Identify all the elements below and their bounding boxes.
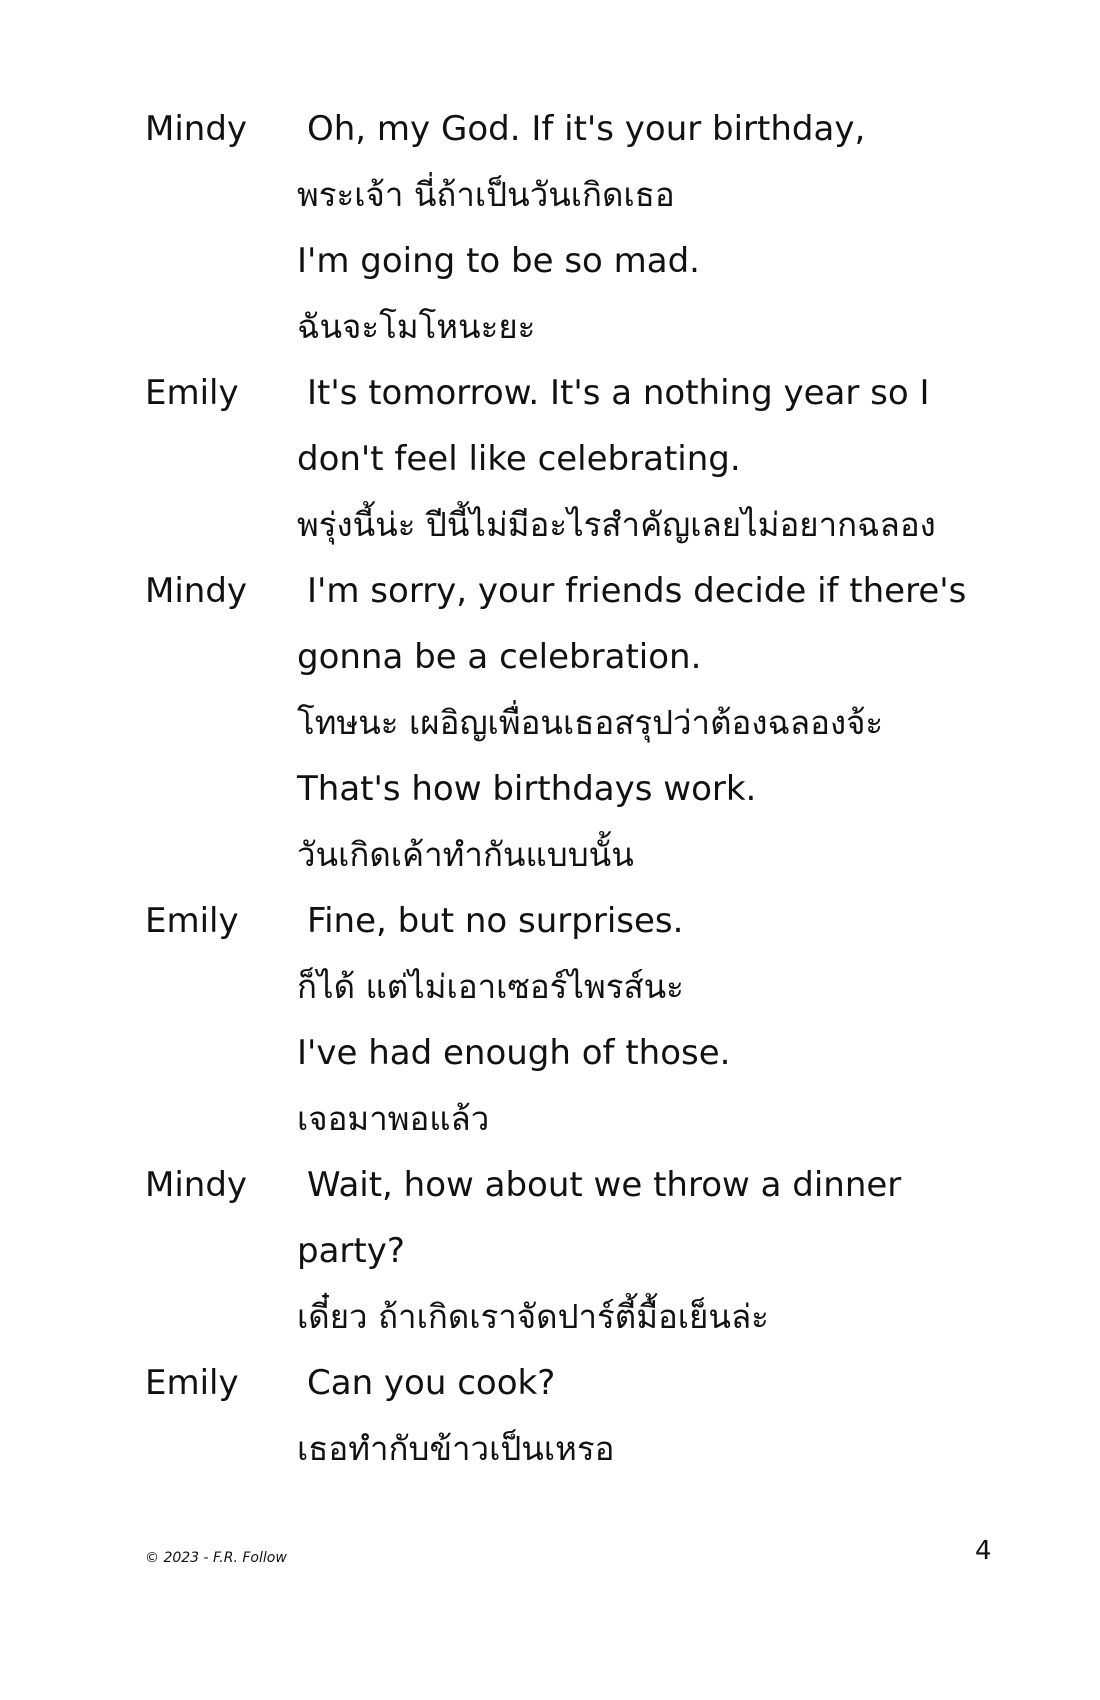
dialogue-turn (145, 360, 1025, 558)
dialogue-line-thai: ฉันจะโมโหนะยะ (297, 307, 536, 346)
page-number: 4 (975, 1536, 992, 1566)
dialogue-lines (297, 1152, 1025, 1350)
dialogue-line-english: That's how birthdays work. (297, 769, 757, 809)
speaker-name: Emily (145, 1363, 239, 1403)
speaker-name: Mindy (145, 571, 248, 611)
speaker-name: Emily (145, 373, 239, 413)
dialogue-line-english: don't feel like celebrating. (297, 439, 741, 479)
dialogue-turn (145, 1152, 1025, 1350)
speaker-name: Mindy (145, 109, 248, 149)
dialogue-line-thai: โทษนะ เผอิญเพื่อนเธอสรุปว่าต้องฉลองจ้ะ (297, 703, 884, 742)
dialogue-line-thai: เจอมาพอแล้ว (297, 1099, 490, 1138)
dialogue-line-english: Can you cook? (307, 1363, 556, 1403)
copyright-notice: © 2023 - F.R. Follow (145, 1550, 287, 1566)
dialogue-line-thai: พระเจ้า นี่ถ้าเป็นวันเกิดเธอ (297, 175, 675, 214)
speaker-name: Emily (145, 901, 239, 941)
dialogue-turn (145, 96, 1025, 360)
dialogue-line-thai: เดี๋ยว ถ้าเกิดเราจัดปาร์ตี้มื้อเย็นล่ะ (297, 1297, 769, 1336)
dialogue-lines (297, 96, 1025, 360)
dialogue-block (145, 96, 1025, 1482)
dialogue-lines (297, 558, 1025, 888)
dialogue-turn (145, 888, 1025, 1152)
dialogue-lines (297, 360, 1025, 558)
dialogue-line-thai: วันเกิดเค้าทำกันแบบนั้น (297, 835, 634, 874)
dialogue-line-english: gonna be a celebration. (297, 637, 702, 677)
dialogue-line-thai: ก็ได้ แต่ไม่เอาเซอร์ไพรส์นะ (297, 967, 684, 1006)
dialogue-line-english: I've had enough of those. (297, 1033, 731, 1073)
dialogue-line-english: It's tomorrow. It's a nothing year so I (307, 373, 930, 413)
dialogue-turn (145, 1350, 1025, 1482)
dialogue-line-english: I'm going to be so mad. (297, 241, 700, 281)
dialogue-lines (297, 1350, 1025, 1482)
dialogue-line-thai: พรุ่งนี้น่ะ ปีนี้ไม่มีอะไรสำคัญเลยไม่อยากฉลอง (297, 505, 936, 544)
dialogue-lines (297, 888, 1025, 1152)
dialogue-line-english: Wait, how about we throw a dinner (307, 1165, 902, 1205)
speaker-name: Mindy (145, 1165, 248, 1205)
dialogue-line-thai: เธอทำกับข้าวเป็นเหรอ (297, 1429, 615, 1468)
dialogue-line-english: I'm sorry, your friends decide if there's (307, 571, 967, 611)
dialogue-turn (145, 558, 1025, 888)
dialogue-line-english: Oh, my God. If it's your birthday, (307, 109, 866, 149)
dialogue-line-english: party? (297, 1231, 405, 1271)
dialogue-line-english: Fine, but no surprises. (307, 901, 684, 941)
